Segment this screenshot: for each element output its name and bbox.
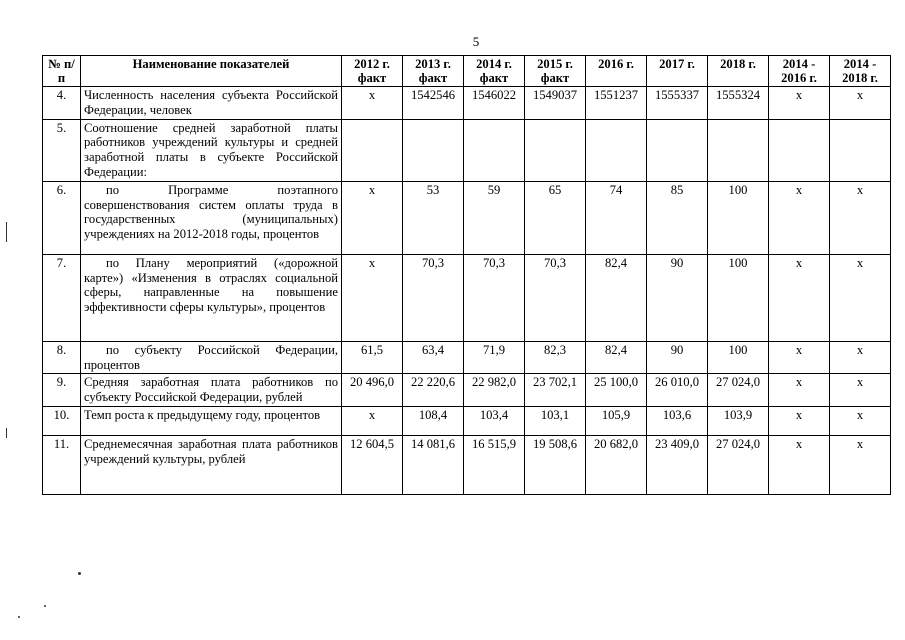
value-2014-2016: x [769,181,830,254]
value-2018: 103,9 [708,406,769,435]
row-name: по Программе поэтапного совершенствования систем оплаты труда в государственных (муниципальных) учреждениях на 2012-2018 годы, процентов [81,181,342,254]
row-name: Среднемесячная заработная плата работников учреждений культуры, рублей [81,435,342,494]
value-2014: 1546022 [464,87,525,120]
value-2014: 22 982,0 [464,374,525,407]
value-2016: 105,9 [586,406,647,435]
value-2014-2016 [769,119,830,181]
scan-speck [6,222,7,242]
header-cell-2012: 2012 г. факт [342,56,403,87]
row-number: 7. [43,254,81,341]
value-2014: 70,3 [464,254,525,341]
row-number: 6. [43,181,81,254]
value-2013: 22 220,6 [403,374,464,407]
value-2016: 1551237 [586,87,647,120]
value-2013: 108,4 [403,406,464,435]
value-2014: 16 515,9 [464,435,525,494]
row-name: Средняя заработная плата работников по субъекту Российской Федерации, рублей [81,374,342,407]
value-2017: 23 409,0 [647,435,708,494]
value-2012: 61,5 [342,341,403,374]
value-2012: x [342,254,403,341]
value-2014-2018: x [830,341,891,374]
value-2018: 1555324 [708,87,769,120]
value-2018: 100 [708,341,769,374]
header-cell-2017: 2017 г. [647,56,708,87]
value-2017: 103,6 [647,406,708,435]
value-2013: 14 081,6 [403,435,464,494]
table-row [43,181,891,254]
scan-speck [6,428,7,438]
value-2014-2018: x [830,254,891,341]
value-2014: 59 [464,181,525,254]
value-2016: 74 [586,181,647,254]
scan-speck [18,616,20,618]
row-number: 10. [43,406,81,435]
row-name: Численность населения субъекта Российской Федерации, человек [81,87,342,120]
value-2018: 100 [708,254,769,341]
value-2018: 27 024,0 [708,435,769,494]
row-name: Темп роста к предыдущему году, процентов [81,406,342,435]
header-cell-2015: 2015 г. факт [525,56,586,87]
value-2014-2016: x [769,435,830,494]
row-name: по Плану мероприятий («дорожной карте») «Изменения в отраслях социальной сферы, направленные на повышение эффективности сферы культуры», процентов [81,254,342,341]
value-2013: 1542546 [403,87,464,120]
header-cell-2014: 2014 г. факт [464,56,525,87]
header-cell-name: Наименование показателей [81,56,342,87]
value-2014-2016: x [769,87,830,120]
value-2014-2018 [830,119,891,181]
value-2012: 20 496,0 [342,374,403,407]
value-2013: 70,3 [403,254,464,341]
value-2015: 19 508,6 [525,435,586,494]
table-row [43,374,891,407]
row-number: 11. [43,435,81,494]
row-name: Соотношение средней заработной платы работников учреждений культуры и средней заработной платы в субъекте Российской Федерации: [81,119,342,181]
value-2016: 25 100,0 [586,374,647,407]
value-2017 [647,119,708,181]
value-2014-2016: x [769,406,830,435]
header-cell-2016: 2016 г. [586,56,647,87]
header-cell-number: № п/п [43,56,81,87]
table-row [43,87,891,120]
value-2012: x [342,406,403,435]
value-2016: 82,4 [586,254,647,341]
indicators-table [42,55,891,495]
value-2012: x [342,181,403,254]
page-number: 5 [472,34,480,49]
row-number: 9. [43,374,81,407]
value-2015: 70,3 [525,254,586,341]
value-2015: 103,1 [525,406,586,435]
value-2014-2018: x [830,374,891,407]
header-cell-2014-2016: 2014 - 2016 г. [769,56,830,87]
value-2016: 82,4 [586,341,647,374]
value-2017: 1555337 [647,87,708,120]
value-2012: x [342,87,403,120]
value-2012 [342,119,403,181]
value-2018: 100 [708,181,769,254]
value-2014-2018: x [830,87,891,120]
value-2014-2016: x [769,341,830,374]
scan-speck [44,605,46,607]
value-2017: 26 010,0 [647,374,708,407]
value-2013 [403,119,464,181]
value-2014-2018: x [830,181,891,254]
header-cell-2014-2018: 2014 - 2018 г. [830,56,891,87]
header-cell-2013: 2013 г. факт [403,56,464,87]
row-number: 8. [43,341,81,374]
value-2016 [586,119,647,181]
value-2017: 90 [647,341,708,374]
table-header-row [43,56,891,87]
row-number: 5. [43,119,81,181]
value-2014 [464,119,525,181]
value-2015 [525,119,586,181]
table-row [43,119,891,181]
value-2017: 85 [647,181,708,254]
value-2014-2018: x [830,435,891,494]
value-2013: 63,4 [403,341,464,374]
table-row [43,406,891,435]
value-2018 [708,119,769,181]
value-2014-2016: x [769,254,830,341]
value-2015: 1549037 [525,87,586,120]
table-row [43,254,891,341]
value-2014: 71,9 [464,341,525,374]
value-2018: 27 024,0 [708,374,769,407]
row-number: 4. [43,87,81,120]
value-2017: 90 [647,254,708,341]
value-2016: 20 682,0 [586,435,647,494]
value-2014: 103,4 [464,406,525,435]
value-2014-2018: x [830,406,891,435]
value-2015: 82,3 [525,341,586,374]
value-2012: 12 604,5 [342,435,403,494]
table-row [43,341,891,374]
value-2015: 65 [525,181,586,254]
value-2014-2016: x [769,374,830,407]
value-2015: 23 702,1 [525,374,586,407]
scan-speck [78,572,81,575]
value-2013: 53 [403,181,464,254]
table-row [43,435,891,494]
row-name: по субъекту Российской Федерации, процентов [81,341,342,374]
header-cell-2018: 2018 г. [708,56,769,87]
